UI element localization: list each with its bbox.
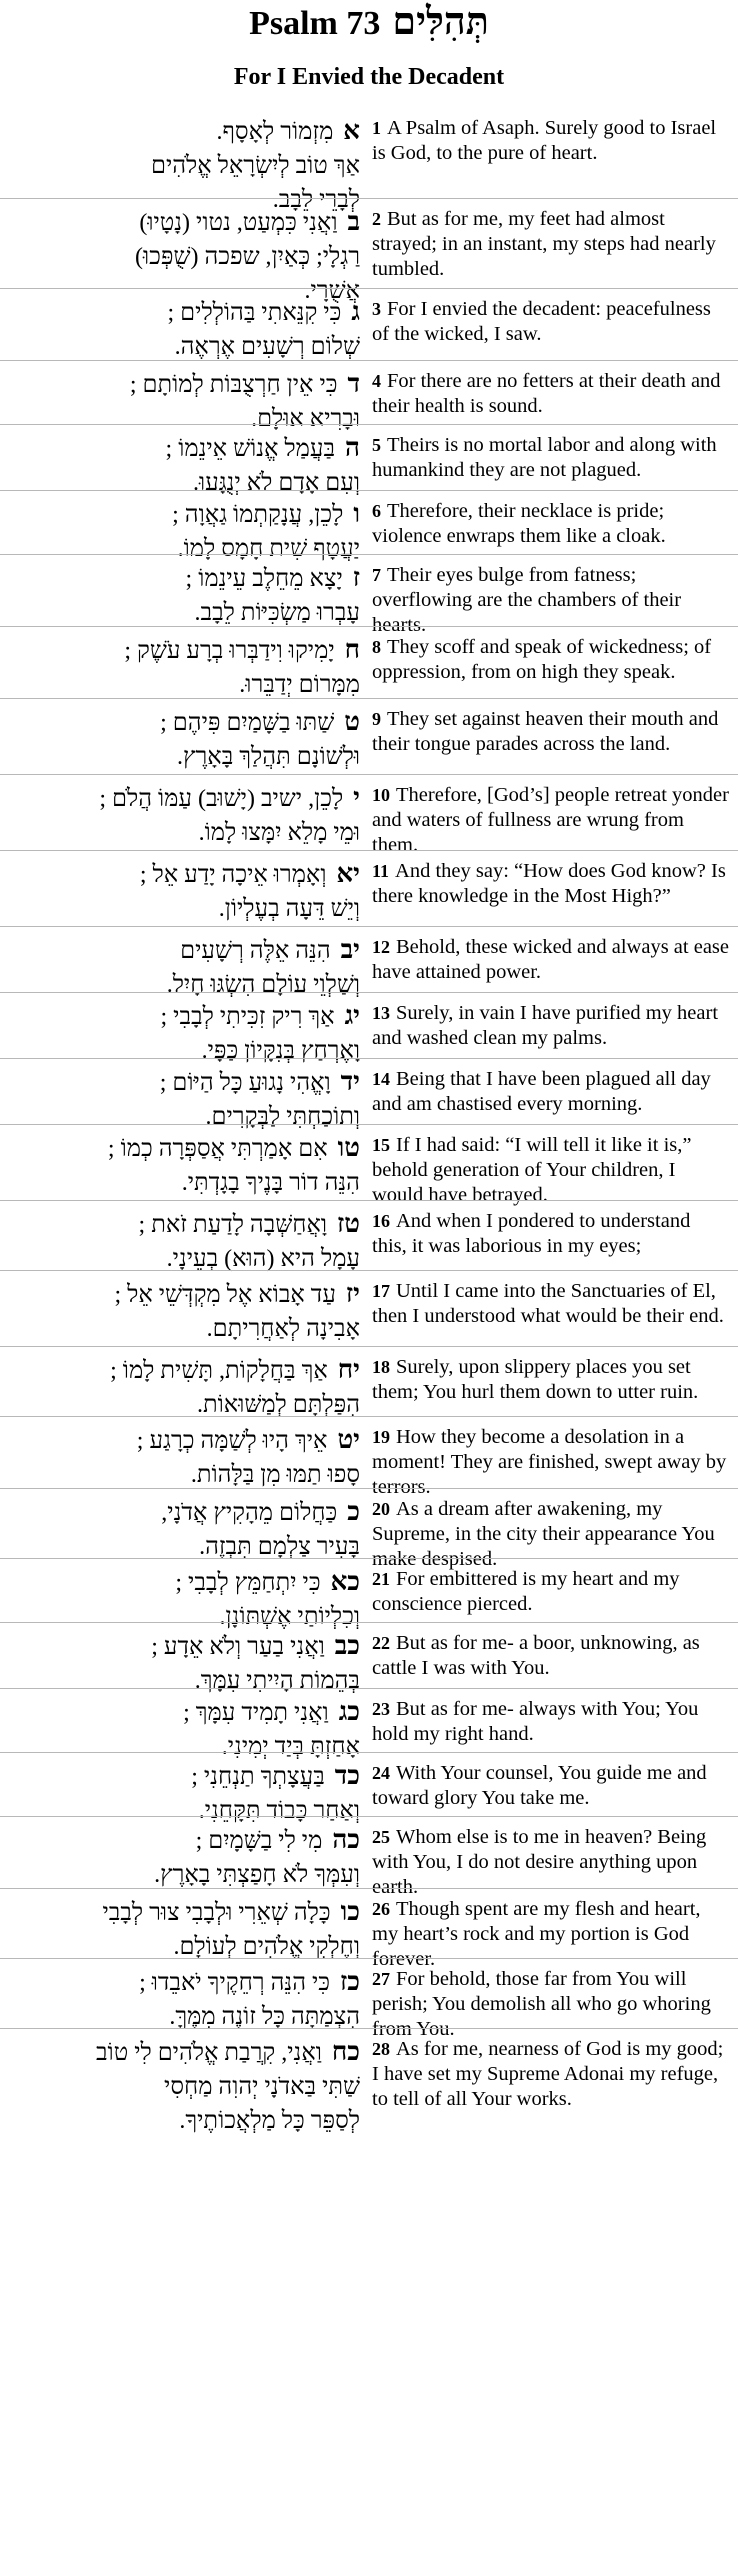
hebrew-line-text: לָכֵן, ישיב (יָשׁוּב) עַמּוֹ הֲלֹם ; — [99, 786, 344, 812]
hebrew-verse-number: יב — [340, 935, 360, 964]
verse-english — [372, 1567, 730, 1617]
hebrew-line-text: אַךְ בַּחֲלָקוֹת, תָּשִׁית לָמוֹ ; — [110, 1358, 328, 1384]
hebrew-line-text: הִצְמַתָּה כָּל זוֹנֶה מִמֶּךָּ. — [169, 2004, 360, 2030]
hebrew-line — [8, 2104, 360, 2138]
hebrew-line-text: יָמִיקוּ וִידַבְּרוּ בְרָע עֹשֶׁק ; — [124, 638, 335, 664]
verse-row — [0, 1488, 738, 1570]
hebrew-verse-number: טו — [337, 1133, 360, 1162]
hebrew-line-text: וַאֲנִי כִּמְעַט, נטוי (נָטָיוּ) — [139, 210, 338, 236]
verse-row — [0, 1058, 738, 1130]
hebrew-line-text: מִי לִי בַשָּׁמָיִם ; — [195, 1828, 323, 1854]
verse-row — [0, 698, 738, 774]
hebrew-line — [8, 1166, 360, 1200]
verse-hebrew — [8, 1495, 360, 1564]
hebrew-line-text: וָאֱהִי נָגוּעַ כָּל הַיּוֹם ; — [159, 1070, 331, 1096]
hebrew-line-text: וָאֲחַשְּׁבָה לָדַעַת זֹאת ; — [138, 1212, 328, 1238]
verse-english — [372, 859, 730, 909]
verse-english — [372, 499, 730, 549]
english-verse-number: 20 — [372, 1499, 390, 1519]
hebrew-line — [8, 933, 360, 968]
hebrew-verse-number: יד — [340, 1067, 360, 1096]
page-header — [0, 0, 738, 115]
english-verse-text: Surely, in vain I have purified my heart and washed clean my palms. — [372, 1002, 719, 1049]
hebrew-line-text: וּמֵי מָלֵא יִמָּצוּ לָמוֹ. — [198, 820, 360, 846]
hebrew-verse-number: כא — [330, 1567, 360, 1596]
english-verse-number: 21 — [372, 1569, 390, 1589]
verse-row — [0, 1558, 738, 1630]
verse-hebrew — [8, 1423, 360, 1492]
verse-row — [0, 626, 738, 698]
verse-row — [0, 1816, 738, 1898]
hebrew-line-text: בָּעִיר צַלְמָם תִּבְזֶה. — [199, 1534, 360, 1560]
hebrew-line-text: כָּלָה שְׁאֵרִי וּלְבָבִי צוּר לְבָבִי — [102, 1900, 331, 1926]
english-verse-text: But as for me- always with You; You hold my right hand. — [372, 1698, 699, 1745]
english-verse-text: A Psalm of Asaph. Surely good to Israel is God, to the pure of heart. — [372, 117, 717, 164]
hebrew-line — [8, 596, 360, 630]
english-verse-text: Being that I have been plagued all day and am chastised every morning. — [372, 1068, 711, 1115]
hebrew-line-text: וְאַחַר כָּבוֹד תִּקָּחֵנִי. — [198, 1798, 360, 1824]
hebrew-line-text: וּלְשׁוֹנָם תִּהֲלַךְ בָּאָרֶץ. — [177, 744, 360, 770]
verse-hebrew — [8, 633, 360, 702]
hebrew-line — [8, 2035, 360, 2070]
english-verse-text: But as for me, my feet had almost strayed; in an instant, my steps had nearly tumbled. — [372, 208, 716, 280]
hebrew-line-text: לָכֵן, עֲנָקַתְמוֹ גַאֲוָה ; — [172, 502, 344, 528]
english-verse-text: Until I came into the Sanctuaries of El, then I understood what would be their end. — [372, 1280, 724, 1327]
page-title — [0, 2, 738, 44]
hebrew-line — [8, 561, 360, 596]
hebrew-verse-number: כה — [332, 1825, 360, 1854]
hebrew-line — [8, 1353, 360, 1388]
hebrew-line-text: מִמָּרוֹם יְדַבֵּרוּ. — [239, 672, 360, 698]
english-verse-text: For I envied the decadent: peacefulness of the wicked, I saw. — [372, 298, 711, 345]
verse-hebrew — [8, 2035, 360, 2138]
verse-row — [0, 1958, 738, 2040]
english-verse-number: 14 — [372, 1069, 390, 1089]
hebrew-verse-number: יז — [345, 1279, 360, 1308]
hebrew-verse-number: ה — [345, 433, 360, 462]
english-verse-text: And when I pondered to understand this, it was laborious in my eyes; — [372, 1210, 691, 1257]
hebrew-verse-number: טז — [337, 1209, 360, 1238]
verse-hebrew — [8, 1277, 360, 1346]
hebrew-line — [8, 367, 360, 402]
english-verse-text: For there are no fetters at their death and their health is sound. — [372, 370, 721, 417]
hebrew-line-text: הִנֵּה אֵלֶּה רְשָׁעִים — [180, 938, 331, 964]
english-verse-number: 18 — [372, 1357, 390, 1377]
verse-row — [0, 108, 738, 213]
english-verse-text: If I had said: “I will tell it like it is,” behold generation of Your children, I would have betrayed. — [372, 1134, 692, 1206]
hebrew-line-text: לְסַפֵּר כָּל מַלְאֲכוֹתֶיךָ. — [179, 2108, 360, 2134]
english-verse-number: 26 — [372, 1899, 390, 1919]
english-verse-number: 3 — [372, 299, 381, 319]
verse-english — [372, 707, 730, 757]
hebrew-line — [8, 999, 360, 1034]
verse-hebrew — [8, 1207, 360, 1276]
hebrew-line — [8, 2070, 360, 2104]
hebrew-line-text: עַד אָבוֹא אֶל מִקְדְּשֵׁי אֵל ; — [114, 1282, 336, 1308]
hebrew-line-text: בְּהֵמוֹת הָיִיתִי עִמָּךְ. — [194, 1668, 360, 1694]
hebrew-line — [8, 240, 360, 274]
verse-english — [372, 935, 730, 985]
english-verse-number: 2 — [372, 209, 381, 229]
hebrew-line-text: אַךְ רִיק זִכִּיתִי לְבָבִי ; — [160, 1004, 335, 1030]
hebrew-verse-number: ב — [347, 207, 360, 236]
hebrew-line — [8, 295, 360, 330]
hebrew-verse-number: י — [353, 783, 360, 812]
hebrew-line — [8, 1895, 360, 1930]
english-verse-text: As for me, nearness of God is my good; I have set my Supreme Adonai my refuge, to tell of all Your works. — [372, 2038, 724, 2110]
verse-row — [0, 1622, 738, 1694]
hebrew-line-text: וַאֲנִי תָמִיד עִמָּךְ ; — [183, 1700, 329, 1726]
hebrew-line-text: אָחַזְתָּ בְּיַד יְמִינִי. — [221, 1734, 360, 1760]
hebrew-line — [8, 1565, 360, 1600]
english-verse-number: 4 — [372, 371, 381, 391]
hebrew-line — [8, 1695, 360, 1730]
english-verse-text: For behold, those far from You will perish; You demolish all who go whoring from You. — [372, 1968, 711, 2040]
hebrew-line — [8, 330, 360, 364]
title-hebrew: תְּהִלִּים — [392, 1, 489, 43]
english-verse-number: 13 — [372, 1003, 390, 1023]
hebrew-line-text: וְכִלְיוֹתַי אֶשְׁתּוֹנָן. — [219, 1604, 360, 1630]
hebrew-line — [8, 149, 360, 183]
hebrew-line — [8, 668, 360, 702]
english-verse-number: 24 — [372, 1763, 390, 1783]
hebrew-line — [8, 114, 360, 149]
english-verse-text: As a dream after awakening, my Supreme, in the city their appearance You make despised. — [372, 1498, 715, 1570]
hebrew-line-text: וְיֵשׁ דֵּעָה בְעֶלְיוֹן. — [218, 896, 360, 922]
hebrew-line-text: כַּחֲלוֹם מֵהָקִיץ אֲדֹנָי, — [161, 1500, 338, 1526]
hebrew-line — [8, 1277, 360, 1312]
hebrew-line-text: יָצָא מֵחֵלֶב עֵינֵמוֹ ; — [185, 566, 343, 592]
english-verse-text: Therefore, their necklace is pride; violence enwraps them like a cloak. — [372, 500, 666, 547]
hebrew-line-text: וָאֶרְחַץ בְּנִקָּיוֹן כַּפָּי. — [201, 1038, 360, 1064]
page-subtitle: For I Envied the Decadent — [233, 64, 505, 90]
verse-english — [372, 116, 730, 166]
verse-hebrew — [8, 1353, 360, 1422]
verse-english — [372, 1001, 730, 1051]
english-verse-text: And they say: “How does God know? Is there knowledge in the Most High?” — [372, 860, 726, 907]
hebrew-verse-number: ט — [344, 707, 360, 736]
english-verse-number: 25 — [372, 1827, 390, 1847]
english-verse-text: Therefore, [God’s] people retreat yonder and waters of fullness are wrung from them. — [372, 784, 729, 856]
hebrew-line — [8, 431, 360, 466]
verse-english — [372, 1133, 730, 1208]
verse-hebrew — [8, 561, 360, 630]
verse-hebrew — [8, 1895, 360, 1964]
verse-row — [0, 490, 738, 562]
english-verse-number: 12 — [372, 937, 390, 957]
english-verse-text: For embittered is my heart and my conscience pierced. — [372, 1568, 680, 1615]
verse-row — [0, 1888, 738, 1970]
verse-english — [372, 635, 730, 685]
hebrew-verse-number: יג — [344, 1001, 360, 1030]
hebrew-line-text: כִּי אֵין חַרְצֻבּוֹת לְמוֹתָם ; — [129, 372, 338, 398]
hebrew-line-text: בַּעֲמַל אֱנוֹשׁ אֵינֵמוֹ ; — [165, 436, 336, 462]
verse-row — [0, 1346, 738, 1416]
hebrew-line — [8, 1759, 360, 1794]
hebrew-line-text: עָבְרוּ מַשְׂכִּיּוֹת לֵבָב. — [194, 600, 360, 626]
english-verse-number: 1 — [372, 118, 381, 138]
verse-row — [0, 1752, 738, 1824]
hebrew-verse-number: כד — [334, 1761, 360, 1790]
hebrew-verse-number: ד — [347, 369, 360, 398]
verse-english — [372, 369, 730, 419]
hebrew-line — [8, 740, 360, 774]
hebrew-line-text: שַׁתּוּ בַשָּׁמַיִם פִּיהֶם ; — [160, 710, 335, 736]
hebrew-line-text: מִזְמוֹר לְאָסָף. — [216, 119, 334, 145]
verse-english — [372, 783, 730, 858]
verse-row — [0, 1200, 738, 1270]
verse-row — [0, 2028, 738, 2134]
hebrew-line — [8, 1131, 360, 1166]
verse-english — [372, 1631, 730, 1681]
verse-list — [0, 108, 738, 2134]
english-verse-number: 22 — [372, 1633, 390, 1653]
hebrew-line — [8, 1207, 360, 1242]
verse-hebrew — [8, 1131, 360, 1200]
english-verse-number: 15 — [372, 1135, 390, 1155]
hebrew-line-text: אַךְ טוֹב לְיִשְׂרָאֵל אֱלֹהִים — [150, 153, 360, 179]
hebrew-line-text: אֵיךְ הָיוּ לְשַׁמָּה כְרָגַע ; — [136, 1428, 328, 1454]
hebrew-line-text: הִפַּלְתָּם לְמַשּׁוּאוֹת. — [197, 1392, 360, 1418]
hebrew-verse-number: יח — [337, 1355, 360, 1384]
verse-row — [0, 424, 738, 496]
verse-english — [372, 1697, 730, 1747]
hebrew-line — [8, 705, 360, 740]
hebrew-line-text: וַאֲנִי בַעַר וְלֹא אֵדָע ; — [151, 1634, 325, 1660]
hebrew-line-text: וְחֶלְקִי אֱלֹהִים לְעוֹלָם. — [173, 1934, 360, 1960]
hebrew-verse-number: כו — [340, 1897, 360, 1926]
title-english: Psalm 73 — [249, 5, 381, 42]
verse-hebrew — [8, 1823, 360, 1892]
hebrew-line — [8, 497, 360, 532]
english-verse-text: But as for me- a boor, unknowing, as cattle I was with You. — [372, 1632, 700, 1679]
hebrew-line-text: וְעִמְּךָ לֹא חָפַצְתִּי בָאָרֶץ. — [154, 1862, 360, 1888]
hebrew-line-text: לְבָרֵי לֵבָב. — [272, 187, 360, 213]
english-verse-text: Theirs is no mortal labor and along with humankind they are not plagued. — [372, 434, 717, 481]
hebrew-line — [8, 1965, 360, 2000]
verse-english — [372, 1209, 730, 1259]
english-verse-number: 27 — [372, 1969, 390, 1989]
english-verse-number: 10 — [372, 785, 390, 805]
verse-english — [372, 1355, 730, 1405]
hebrew-line-text: הִנֵּה דוֹר בָּנֶיךָ בָגָדְתִּי. — [181, 1170, 360, 1196]
hebrew-line-text: כִּי הִנֵּה רְחֵקֶיךָ יֹאבֵדוּ ; — [139, 1970, 331, 1996]
hebrew-line-text: עָמָל היא (הוּא) בְעֵינָי. — [166, 1246, 360, 1272]
hebrew-line — [8, 892, 360, 926]
hebrew-line — [8, 816, 360, 850]
english-verse-text: Whom else is to me in heaven? Being with You, I do not desire anything upon earth. — [372, 1826, 707, 1898]
english-verse-number: 6 — [372, 501, 381, 521]
english-verse-number: 7 — [372, 565, 381, 585]
hebrew-line-text: וַאֲנִי, קִרֲבַת אֱלֹהִים לִי טוֹב — [95, 2040, 322, 2066]
english-verse-text: Behold, these wicked and always at ease have attained power. — [372, 936, 730, 983]
english-verse-text: Though spent are my flesh and heart, my heart’s rock and my portion is God forever. — [372, 1898, 701, 1970]
english-verse-number: 8 — [372, 637, 381, 657]
verse-english — [372, 297, 730, 347]
english-verse-text: They scoff and speak of wickedness; of oppression, from on high they speak. — [372, 636, 712, 683]
hebrew-line — [8, 1065, 360, 1100]
hebrew-verse-number: יא — [336, 859, 360, 888]
hebrew-line-text: סָפוּ תַמּוּ מִן בַּלָּהוֹת. — [190, 1462, 360, 1488]
english-verse-number: 28 — [372, 2039, 390, 2059]
hebrew-line-text: וְעִם אָדָם לֹא יְנֻגָּעוּ. — [193, 470, 360, 496]
hebrew-line-text: אִם אָמַרְתִּי אֲסַפְּרָה כְמוֹ ; — [107, 1136, 328, 1162]
hebrew-line — [8, 781, 360, 816]
hebrew-line — [8, 1495, 360, 1530]
hebrew-line — [8, 1458, 360, 1492]
verse-row — [0, 774, 738, 856]
hebrew-verse-number: ו — [353, 499, 360, 528]
hebrew-line-text: כִּי קִנֵּאתִי בַּהוֹלְלִים ; — [167, 300, 342, 326]
verse-hebrew — [8, 705, 360, 774]
hebrew-line-text: וְשַׁלְוֵי עוֹלָם הִשְׂגּוּ חָיִל. — [166, 972, 360, 998]
verse-hebrew — [8, 295, 360, 364]
hebrew-line — [8, 1629, 360, 1664]
hebrew-verse-number: כג — [338, 1697, 360, 1726]
hebrew-verse-number: א — [343, 116, 360, 145]
verse-row — [0, 1124, 738, 1206]
english-verse-text: With Your counsel, You guide me and toward glory You take me. — [372, 1762, 707, 1809]
hebrew-line — [8, 1312, 360, 1346]
verse-row — [0, 850, 738, 926]
english-verse-number: 17 — [372, 1281, 390, 1301]
verse-row — [0, 360, 738, 432]
english-verse-text: How they become a desolation in a moment! They are finished, swept away by terrors. — [372, 1426, 727, 1498]
hebrew-line — [8, 857, 360, 892]
english-verse-text: Surely, upon slippery places you set them; You hurl them down to utter ruin. — [372, 1356, 699, 1403]
english-verse-number: 16 — [372, 1211, 390, 1231]
english-verse-text: Their eyes bulge from fatness; overflowing are the chambers of their hearts. — [372, 564, 682, 636]
verse-english — [372, 1761, 730, 1811]
english-verse-number: 23 — [372, 1699, 390, 1719]
verse-hebrew — [8, 781, 360, 850]
verse-hebrew — [8, 1965, 360, 2034]
hebrew-verse-number: ח — [344, 635, 360, 664]
verse-english — [372, 2037, 730, 2112]
hebrew-verse-number: ז — [352, 563, 360, 592]
verse-row — [0, 288, 738, 360]
hebrew-verse-number: ג — [351, 297, 360, 326]
verse-row — [0, 1688, 738, 1760]
verse-row — [0, 1270, 738, 1346]
english-verse-number: 5 — [372, 435, 381, 455]
hebrew-line-text: אֲשֻׁרָי. — [304, 278, 360, 304]
verse-row — [0, 198, 738, 304]
verse-row — [0, 992, 738, 1064]
hebrew-line-text: וְתוֹכַחְתִּי לַבְּקָרִים. — [205, 1104, 360, 1130]
hebrew-verse-number: יט — [337, 1425, 360, 1454]
verse-english — [372, 1279, 730, 1329]
hebrew-line-text: בַּעֲצָתְךָ תַנְחֵנִי ; — [191, 1764, 325, 1790]
hebrew-line — [8, 1858, 360, 1892]
verse-english — [372, 433, 730, 483]
english-verse-text: They set against heaven their mouth and their tongue parades across the land. — [372, 708, 719, 755]
verse-english — [372, 1067, 730, 1117]
hebrew-line-text: וּבָרִיא אוּלָם. — [251, 406, 360, 432]
verse-english — [372, 207, 730, 282]
hebrew-line-text: שְׁלוֹם רְשָׁעִים אֶרְאֶה. — [174, 334, 360, 360]
hebrew-verse-number: כז — [340, 1967, 360, 1996]
verse-row — [0, 554, 738, 636]
hebrew-line — [8, 1423, 360, 1458]
english-verse-number: 19 — [372, 1427, 390, 1447]
hebrew-line — [8, 205, 360, 240]
hebrew-line — [8, 1823, 360, 1858]
verse-hebrew — [8, 857, 360, 926]
hebrew-line-text: וְאָמְרוּ אֵיכָה יָדַע אֵל ; — [139, 862, 327, 888]
hebrew-line-text: רַגְלָי; כְּאַיִן, שפכה (שֻׁפְּכוּ) — [135, 244, 360, 270]
english-verse-number: 9 — [372, 709, 381, 729]
hebrew-line — [8, 633, 360, 668]
hebrew-verse-number: כב — [334, 1631, 360, 1660]
hebrew-verse-number: כח — [331, 2037, 360, 2066]
verse-row — [0, 1416, 738, 1498]
hebrew-line-text: יַעֲטָף שִׁית חָמָס לָמוֹ. — [177, 536, 360, 562]
hebrew-line-text: כִּי יִתְחַמֵּץ לְבָבִי ; — [175, 1570, 321, 1596]
hebrew-line-text: שַׁתִּי בַּאדֹנָי יְהוִה מַחְסִי — [164, 2074, 360, 2100]
english-verse-number: 11 — [372, 861, 390, 881]
hebrew-verse-number: כ — [347, 1497, 360, 1526]
verse-row — [0, 926, 738, 998]
hebrew-line-text: אָבִינָה לְאַחֲרִיתָם. — [206, 1316, 360, 1342]
